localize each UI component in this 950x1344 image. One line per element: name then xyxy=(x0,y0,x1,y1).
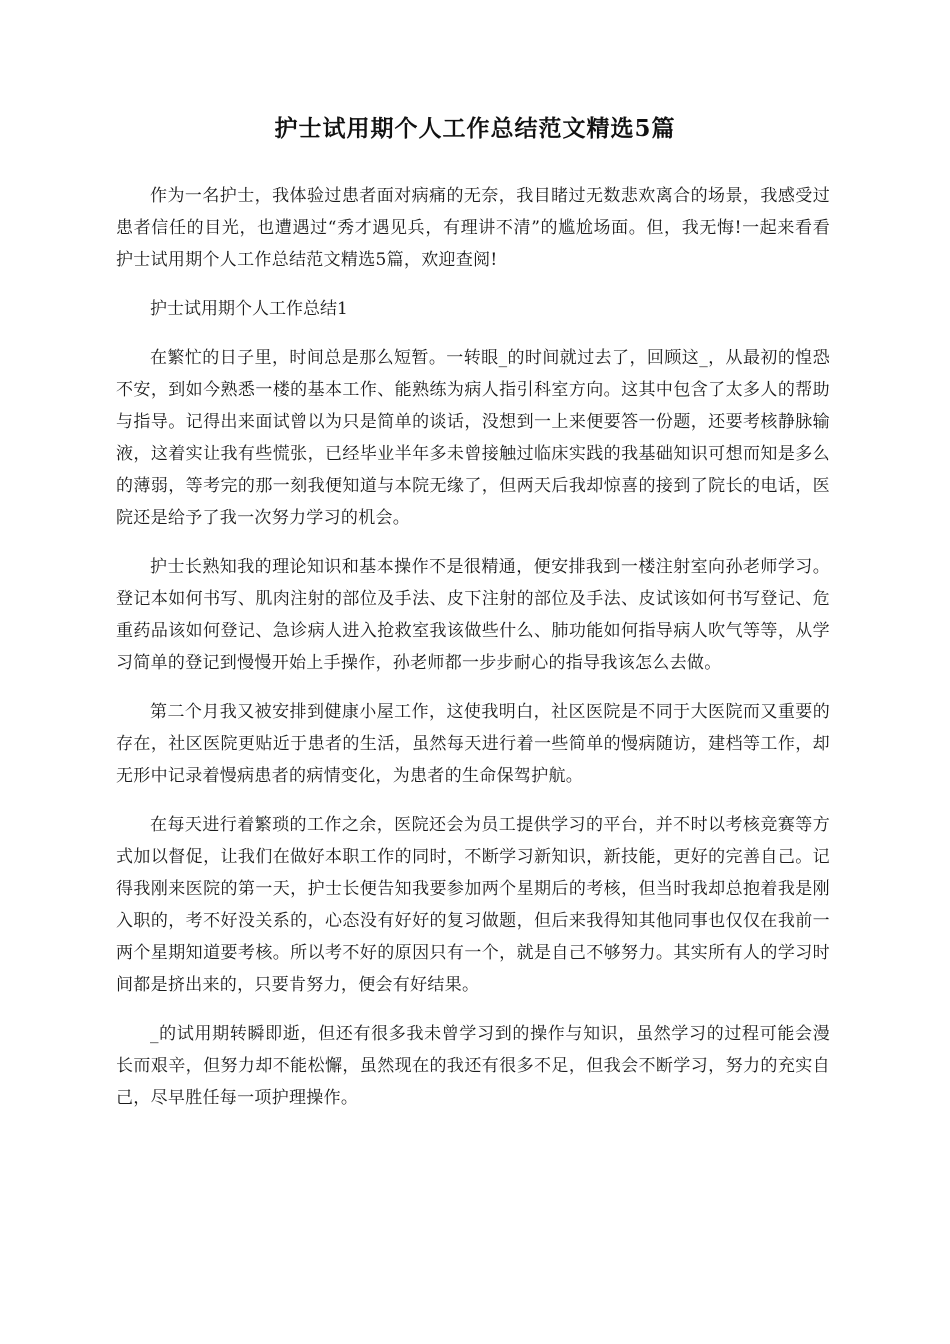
body-paragraph-2: 护士长熟知我的理论知识和基本操作不是很精通，便安排我到一楼注射室向孙老师学习。登记本如何书写、肌肉注射的部位及手法、皮下注射的部位及手法、皮试该如何书写登记、危重药品该如何登记、急诊病人进入抢救室我该做些什么、肺功能如何指导病人吹气等等，从学习简单的登记到慢慢开始上手操作，孙老师都一步步耐心的指导我该怎么去做。 xyxy=(116,557,830,673)
intro-paragraph: 作为一名护士，我体验过患者面对病痛的无奈，我目睹过无数悲欢离合的场景，我感受过患者信任的目光，也遭遇过“秀才遇见兵，有理讲不清”的尴尬场面。但，我无悔!一起来看看护士试用期个人工作总结范文精选5篇，欢迎查阅! xyxy=(116,186,830,270)
document-title: 护士试用期个人工作总结范文精选5篇 xyxy=(274,115,676,142)
document-body xyxy=(116,180,830,1131)
body-paragraph-4: 在每天进行着繁琐的工作之余，医院还会为员工提供学习的平台，并不时以考核竞赛等方式加以督促，让我们在做好本职工作的同时，不断学习新知识，新技能，更好的完善自己。记得我刚来医院的第一天，护士长便告知我要参加两个星期后的考核，但当时我却总抱着我是刚入职的，考不好没关系的，心态没有好好的复习做题，但后来我得知其他同事也仅仅在我前一两个星期知道要考核。所以考不好的原因只有一个，就是自己不够努力。其实所有人的学习时间都是挤出来的，只要肯努力，便会有好结果。 xyxy=(116,815,830,995)
body-paragraph-3: 第二个月我又被安排到健康小屋工作，这使我明白，社区医院是不同于大医院而又重要的存在，社区医院更贴近于患者的生活，虽然每天进行着一些简单的慢病随访，建档等工作，却无形中记录着慢病患者的病情变化，为患者的生命保驾护航。 xyxy=(116,702,830,786)
section-heading: 护士试用期个人工作总结1 xyxy=(150,299,348,319)
body-paragraph-1: 在繁忙的日子里，时间总是那么短暂。一转眼_的时间就过去了，回顾这_，从最初的惶恐不安，到如今熟悉一楼的基本工作、能熟练为病人指引科室方向。这其中包含了太多人的帮助与指导。记得出来面试曾以为只是简单的谈话，没想到一上来便要答一份题，还要考核静脉输液，这着实让我有些慌张，已经毕业半年多未曾接触过临床实践的我基础知识可想而知是多么的薄弱，等考完的那一刻我便知道与本院无缘了，但两天后我却惊喜的接到了院长的电话，医院还是给予了我一次努力学习的机会。 xyxy=(116,348,830,528)
body-paragraph-5: _的试用期转瞬即逝，但还有很多我未曾学习到的操作与知识，虽然学习的过程可能会漫长而艰辛，但努力却不能松懈，虽然现在的我还有很多不足，但我会不断学习，努力的充实自己，尽早胜任每一项护理操作。 xyxy=(116,1024,830,1108)
